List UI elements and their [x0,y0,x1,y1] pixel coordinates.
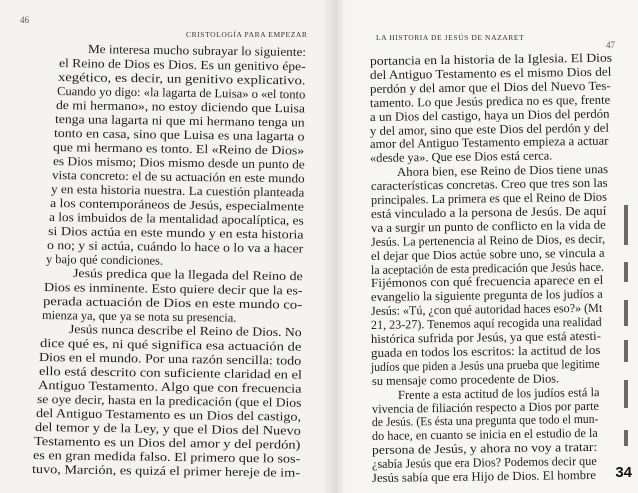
text-line: ello está descrito con suficiente claridad en el [38,364,302,382]
text-line: Antiguo Testamento. Algo que con frecuencia [37,378,302,396]
text-line: perdón y del amor que el Dios del Nuevo Tes- [370,78,611,96]
text-line: Testamento es un Dios del amor y del perdón) [33,434,301,452]
text-line: Fijémonos con qué frecuencia aparece en el [370,273,604,291]
text-line: el dejar que Dios actúe sobre uno, se vincula a [370,245,605,263]
text-line: el Reino de Dios es Dios. Es un genitivo épe- [58,56,306,74]
text-line: vivencia de filiación respecto a Dios por parte [371,398,599,416]
scan-edge-mark [624,430,628,446]
text-line: guada en todos los escritos: la actitud de los [371,342,601,360]
text-line: dice qué es, ni qué significa esa actuación de [40,336,302,354]
text-line: y en esta historia nuestra. La cuestión planteada [50,182,305,200]
text-line: Me interesa mucho subrayar lo siguiente: [87,42,307,60]
text-line: Jesús. La pertenencia al Reino de Dios, es decir, [370,231,606,249]
scan-edge-mark [624,205,628,245]
text-line: la aceptación de esta predicación que Jesús hace. [370,259,605,277]
left-page-number: 46 [20,15,29,25]
right-page-number: 47 [606,40,615,50]
text-line: do hace, en cuanto se inicia en el estudio de la [371,426,598,444]
text-line: Jesús sabía que era Hijo de Dios. El hombre [371,467,597,485]
slide-number-badge: 34 [615,464,632,481]
text-line: y del amor, sino que este Dios del perdón y del [370,120,610,138]
text-line: características concretas. Creo que tres son las [370,175,608,194]
text-line: del Antiguo Testamento es el mismo Dios del [369,64,612,82]
text-line: si Dios actúa en este mundo y en esta historia [47,224,304,242]
text-line: o no; y si actúa, cuándo lo hace o lo va a hacer [46,238,304,256]
scan-edge-mark [624,262,628,282]
text-line: a los imbuidos de la mentalidad apocalíptica, es [48,210,304,228]
text-line: Ahora bien, ese Reino de Dios tiene unas [396,162,608,180]
text-line: Cuando yo digo: «la lagarta de Luisa» o «el tonto [57,84,306,102]
text-line: vista concreto: el de su actuación en este mundo [51,168,305,186]
text-line: de Jesús. (Es ésta una pregunta que todo el mun- [371,412,599,430]
scan-edge-mark [624,340,628,362]
text-line: «desde ya». Que ese Dios está cerca. [370,148,553,166]
text-line: está vinculado a la persona de Jesús. De aquí [370,203,607,221]
text-line: principales. La primera es que el Reino de Dios [370,189,607,207]
scan-edge-mark [624,300,628,326]
text-line: persona de Jesús, y ahora no voy a tratar: [371,440,598,458]
text-line: que mi hermano es tonto. El «Reino de Dios» [53,140,305,158]
text-line: Jesús: «Tú, ¿con qué autoridad haces eso?» (Mt [371,300,603,319]
text-line: evangelio la siguiente pregunta de los judíos a [371,287,603,305]
text-line: 21, 23-27). Tenemos aquí recogida una realidad [371,314,602,333]
text-line: histórica sufrida por Jesús, ya que está atesti- [371,328,602,346]
text-line: tuvo, Marción, es quizá el primer hereje de im- [31,462,301,480]
text-line: es Dios mismo; Dios mismo desde un punto de [52,154,305,172]
left-running-head: CRISTOLOGÍA PARA EMPEZAR [186,30,308,39]
text-line: Jesús predica que la llegada del Reino de [72,266,303,284]
text-line: Dios es inminente. Esto quiere decir que la es- [44,280,303,298]
text-line: Dios en el mundo. Por una razón sencilla: todo [39,350,302,368]
text-line: a los contemporáneos de Jesús, especialmente [49,196,304,214]
scan-edge-mark [624,380,628,408]
text-line: tonto en casa, sino que Luisa es una lagarta o [54,126,305,144]
text-line: portancia en la historia de la Iglesia. El Dios [369,50,613,68]
text-line: del Antiguo Testamento es un Dios del castigo, [35,406,301,424]
text-line: va a surgir un punto de conflicto en la vida de [370,217,606,235]
text-line: perada actuación de Dios en este mundo co- [43,294,303,312]
text-line: judíos que piden a Jesús una prueba que legitime [371,356,601,374]
text-line: mienza ya, que ya se nota su presencia. [42,308,237,325]
text-line: xegético, es decir, un genitivo explicativo. [58,70,306,88]
text-line: ¿sabía Jesús que era Dios? Podemos decir que [371,453,597,472]
right-running-head: LA HISTORIA DE JESÚS DE NAZARET [376,33,525,42]
text-line: tenga una lagarta ni que mi hermano tenga un [55,112,306,130]
text-line: se oye decir, hasta en la predicación (que el Dios [36,392,302,410]
text-line: es en gran medida falso. El primero que lo sos- [32,448,301,466]
text-line: y bajo qué condiciones. [45,252,164,268]
text-line: tamento. Lo que Jesús predica no es que, frente [370,92,611,110]
text-line: Frente a esta actitud de los judíos está la [397,384,600,402]
text-line: amor del Antiguo Testamento empieza a actuar [370,134,609,152]
text-line: su mensaje como procedente de Dios. [371,371,559,388]
book-gutter [322,0,346,493]
text-line: Jesús nunca describe el Reino de Dios. No [69,322,303,340]
text-line: de mi hermano», no estoy diciendo que Luisa [56,98,306,116]
text-line: a un Dios del castigo, haya un Dios del perdón [370,106,610,124]
right-page [334,0,638,493]
text-line: del temor y de la Ley, y que el Dios del Nuevo [34,420,301,438]
